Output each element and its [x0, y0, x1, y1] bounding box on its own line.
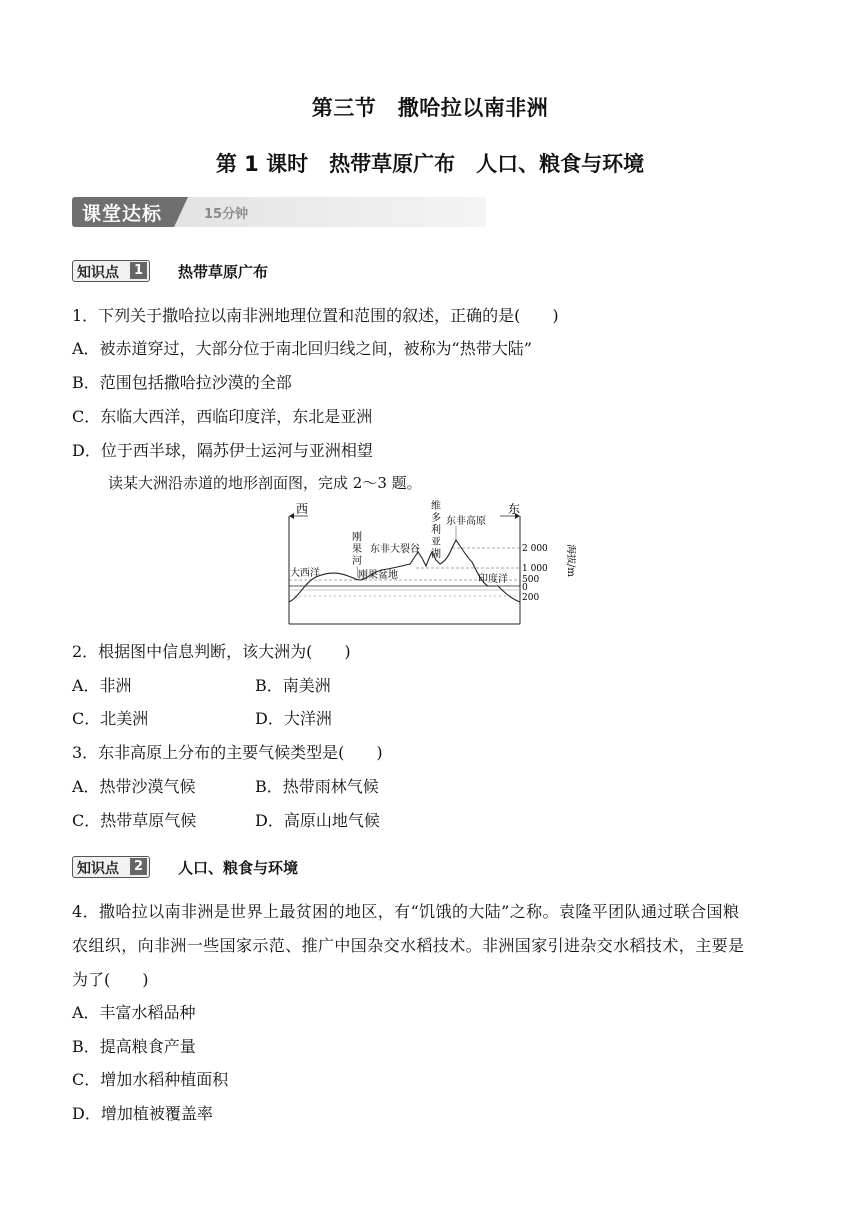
victoria-char-3: 利: [431, 525, 441, 536]
classroom-banner: [72, 197, 486, 227]
figure-intro: 读某大洲沿赤道的地形剖面图，完成 2～3 题。: [108, 474, 422, 492]
elevation-ticks: [522, 544, 548, 603]
victoria-label: [431, 500, 441, 560]
tick-1000: 1 000: [522, 564, 548, 574]
question-2-option-c: C．北美洲: [72, 709, 149, 728]
tick-2000: 2 000: [522, 544, 548, 554]
question-4-stem-line-1: 4．撒哈拉以南非洲是世界上最贫困的地区，有“饥饿的大陆”之称。袁隆平团队通过联合国粮: [72, 902, 740, 921]
question-3-option-b: B．热带雨林气候: [255, 777, 379, 796]
question-3-stem: 3．东非高原上分布的主要气候类型是( ): [72, 743, 383, 762]
terrain-profile-figure: [286, 500, 576, 626]
knowledge-point-title: 热带草原广布: [178, 263, 269, 281]
congo-river-label: [352, 530, 362, 567]
question-2-option-b: B．南美洲: [255, 676, 331, 695]
indian-ocean-label: 印度洋: [478, 574, 508, 585]
rift-label: 东非大裂谷: [370, 544, 420, 555]
question-1-option-a: A．被赤道穿过，大部分位于南北回归线之间，被称为“热带大陆”: [72, 339, 532, 358]
question-1-stem: 1．下列关于撒哈拉以南非洲地理位置和范围的叙述，正确的是( ): [72, 306, 559, 325]
victoria-char-4: 亚: [431, 537, 441, 548]
plateau-label: 东非高原: [446, 516, 486, 527]
banner-time: 15分钟: [204, 207, 249, 222]
lesson-title: 第 1 课时 热带草原广布 人口、粮食与环境: [215, 152, 645, 176]
knowledge-point-title: 人口、粮食与环境: [178, 859, 299, 877]
congo-river-char-2: 果: [352, 544, 362, 555]
question-1-option-b: B．范围包括撒哈拉沙漠的全部: [72, 373, 292, 392]
question-1-option-c: C．东临大西洋，西临印度洋，东北是亚洲: [72, 407, 373, 426]
congo-basin-label: 刚果盆地: [358, 570, 398, 581]
victoria-char-1: 维: [431, 501, 441, 512]
tick-0: 0: [522, 583, 528, 593]
question-4-option-a: A．丰富水稻品种: [72, 1003, 196, 1022]
tick-minus-200: 200: [522, 593, 540, 603]
question-1-option-d: D．位于西半球，隔苏伊士运河与亚洲相望: [72, 441, 373, 460]
banner-label: 课堂达标: [82, 203, 163, 225]
congo-river-char-3: 河: [352, 556, 362, 567]
knowledge-point-label: 知识点: [77, 265, 119, 281]
east-label: 东: [508, 502, 521, 516]
question-2-option-d: D．大洋洲: [255, 709, 332, 728]
section-title: 第三节 撒哈拉以南非洲: [311, 96, 549, 120]
atlantic-label: 大西洋: [290, 568, 320, 579]
question-2-option-a: A．非洲: [72, 676, 132, 695]
tick-500: 500: [522, 575, 540, 585]
question-4-option-d: D．增加植被覆盖率: [72, 1104, 213, 1123]
knowledge-point-label: 知识点: [77, 861, 119, 877]
question-4-stem-line-3: 为了( ): [72, 970, 149, 989]
knowledge-point-badge: [72, 856, 150, 878]
west-arrowhead: [289, 513, 294, 519]
question-3-option-c: C．热带草原气候: [72, 811, 197, 830]
knowledge-point-number: 1: [130, 262, 147, 279]
knowledge-point-badge: [72, 260, 150, 282]
west-label: 西: [296, 502, 309, 516]
victoria-char-2: 多: [431, 513, 441, 524]
knowledge-point-number: 2: [130, 858, 147, 875]
question-3-option-d: D．高原山地气候: [255, 811, 380, 830]
congo-river-char-1: 刚: [352, 532, 362, 543]
question-3-option-a: A．热带沙漠气候: [72, 777, 196, 796]
elevation-axis-label: 海拔/m: [565, 544, 576, 577]
question-4-option-b: B．提高粮食产量: [72, 1037, 196, 1056]
question-4-option-c: C．增加水稻种植面积: [72, 1070, 229, 1089]
question-2-stem: 2．根据图中信息判断，该大洲为( ): [72, 642, 351, 661]
victoria-char-5: 湖: [431, 549, 441, 560]
terrain-profile-svg: [286, 500, 576, 626]
question-4-stem-line-2: 农组织，向非洲一些国家示范、推广中国杂交水稻技术。非洲国家引进杂交水稻技术，主要是: [72, 936, 745, 955]
